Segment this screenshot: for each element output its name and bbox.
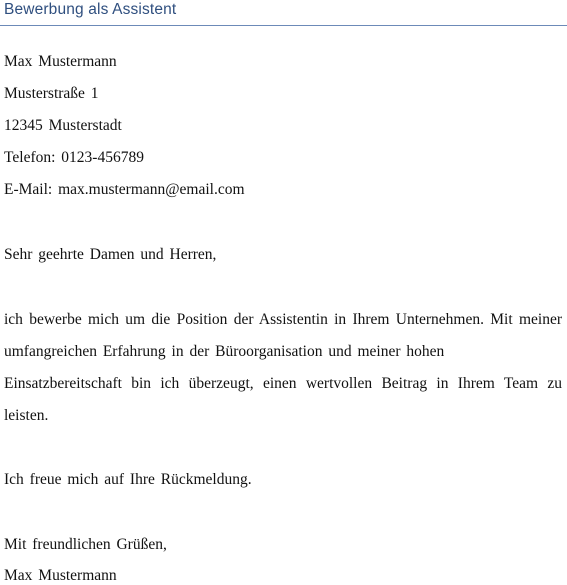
body-line-2: umfangreichen Erfahrung in der Büroorganisation und meiner hohen (4, 343, 445, 360)
body-line-3: Einsatzbereitschaft bin ich überzeugt, einen wertvollen Beitrag in Ihrem Team zu (4, 375, 562, 392)
sender-street: Musterstraße 1 (4, 85, 99, 102)
signature: Max Mustermann (4, 567, 117, 584)
closing-text: Ich freue mich auf Ihre Rückmeldung. (4, 471, 252, 488)
sender-name: Max Mustermann (4, 53, 117, 70)
document-header (0, 0, 567, 28)
sender-phone: Telefon: 0123-456789 (4, 149, 144, 166)
header-divider (0, 25, 567, 26)
sender-email: E-Mail: max.mustermann@email.com (4, 181, 245, 198)
body-line-1: ich bewerbe mich um die Position der Assistentin in Ihrem Unternehmen. Mit meiner (4, 311, 562, 328)
regards: Mit freundlichen Grüßen, (4, 536, 167, 553)
salutation: Sehr geehrte Damen und Herren, (4, 246, 217, 263)
body-line-4: leisten. (4, 407, 49, 424)
document-title: Bewerbung als Assistent (4, 1, 177, 18)
sender-city: 12345 Musterstadt (4, 117, 122, 134)
